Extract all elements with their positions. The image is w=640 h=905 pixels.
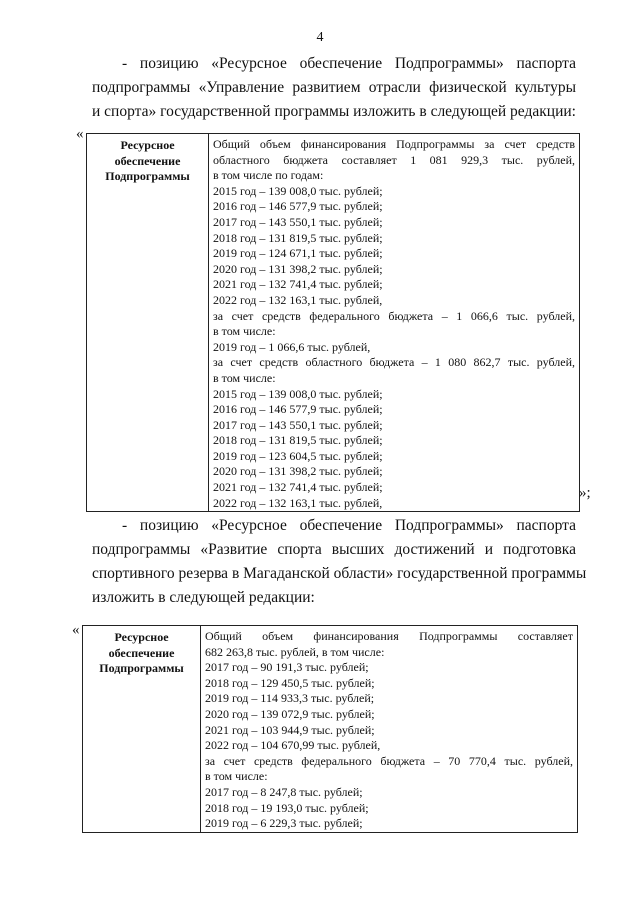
content-line: 2017 год – 143 550,1 тыс. рублей; bbox=[213, 214, 383, 229]
content-line: 2021 год – 103 944,9 тыс. рублей; bbox=[205, 722, 375, 737]
label-line: Ресурсное bbox=[114, 630, 169, 644]
content-line: 2020 год – 139 072,9 тыс. рублей; bbox=[205, 706, 375, 721]
content-line: 2017 год – 143 550,1 тыс. рублей; bbox=[213, 417, 383, 432]
page-number: 4 bbox=[316, 30, 324, 45]
open-quote: « bbox=[72, 622, 80, 638]
label-line: Подпрограммы bbox=[99, 661, 184, 676]
intro-line: спортивного резерва в Магаданской области» государственной программы bbox=[92, 565, 587, 582]
content-line: Общий объем финансирования Подпрограммы составляет bbox=[205, 629, 573, 643]
content-line: 2019 год – 124 671,1 тыс. рублей; bbox=[213, 246, 383, 261]
content-line: в том числе: bbox=[213, 324, 276, 339]
content-line: 2015 год – 139 008,0 тыс. рублей; bbox=[213, 386, 383, 401]
content-line: Общий объем финансирования Подпрограммы за счет средств bbox=[213, 137, 575, 151]
resource-table-1 bbox=[86, 133, 580, 512]
content-line: за счет средств федерального бюджета – 70 770,4 тыс. рублей, bbox=[205, 753, 573, 768]
content-line: 2015 год – 139 008,0 тыс. рублей; bbox=[213, 183, 383, 198]
label-line: обеспечение bbox=[114, 153, 181, 168]
intro-line: подпрограммы «Развитие спорта высших достижений и подготовка bbox=[92, 541, 576, 558]
content-line: в том числе по годам: bbox=[213, 168, 324, 183]
content-line: 2018 год – 19 193,0 тыс. рублей; bbox=[205, 800, 369, 815]
resource-table-2 bbox=[82, 625, 578, 833]
content-line: 2019 год – 123 604,5 тыс. рублей; bbox=[213, 448, 383, 463]
content-line: 2017 год – 8 247,8 тыс. рублей; bbox=[205, 784, 363, 799]
content-line: 2021 год – 132 741,4 тыс. рублей; bbox=[213, 480, 383, 495]
content-line: в том числе: bbox=[205, 769, 268, 784]
content-line: 2022 год – 132 163,1 тыс. рублей, bbox=[213, 292, 383, 307]
intro-line: изложить в следующей редакции: bbox=[92, 589, 315, 606]
content-line: 2018 год – 129 450,5 тыс. рублей; bbox=[205, 675, 375, 690]
content-line: 2019 год – 6 229,3 тыс. рублей; bbox=[205, 816, 363, 831]
resource-content-cell bbox=[201, 626, 578, 833]
content-line: 2020 год – 131 398,2 тыс. рублей; bbox=[213, 261, 383, 276]
content-line: в том числе: bbox=[213, 370, 276, 385]
label-line: обеспечение bbox=[108, 645, 175, 660]
close-quote: »; bbox=[579, 485, 591, 501]
intro-line: - позицию «Ресурсное обеспечение Подпрограммы» паспорта bbox=[122, 517, 576, 534]
section2-intro bbox=[92, 514, 587, 610]
content-line: 2019 год – 114 933,3 тыс. рублей; bbox=[205, 691, 375, 706]
resource-label-cell bbox=[83, 626, 201, 833]
content-line: 2018 год – 131 819,5 тыс. рублей; bbox=[213, 230, 383, 245]
content-line: 2022 год – 132 163,1 тыс. рублей, bbox=[213, 495, 383, 510]
content-line: 2020 год – 131 398,2 тыс. рублей; bbox=[213, 464, 383, 479]
label-line: Ресурсное bbox=[120, 138, 175, 152]
content-line: 2017 год – 90 191,3 тыс. рублей; bbox=[205, 660, 369, 675]
label-line: Подпрограммы bbox=[105, 169, 190, 184]
content-line: областного бюджета составляет 1 081 929,3 тыс. рублей, bbox=[213, 152, 575, 167]
intro-line: - позицию «Ресурсное обеспечение Подпрограммы» паспорта bbox=[122, 55, 576, 72]
intro-line: подпрограммы «Управление развитием отрасли физической культуры bbox=[92, 79, 576, 96]
intro-line: и спорта» государственной программы изложить в следующей редакции: bbox=[92, 103, 576, 120]
section1-intro bbox=[92, 52, 576, 124]
content-line: 2019 год – 1 066,6 тыс. рублей, bbox=[213, 339, 371, 354]
content-line: 2016 год – 146 577,9 тыс. рублей; bbox=[213, 402, 383, 417]
content-line: 2022 год – 104 670,99 тыс. рублей, bbox=[205, 738, 381, 753]
resource-label-cell bbox=[87, 134, 209, 512]
open-quote: « bbox=[76, 126, 84, 142]
content-line: за счет средств федерального бюджета – 1 066,6 тыс. рублей, bbox=[213, 308, 575, 323]
content-line: 682 263,8 тыс. рублей, в том числе: bbox=[205, 644, 385, 659]
content-line: за счет средств областного бюджета – 1 080 862,7 тыс. рублей, bbox=[213, 355, 575, 370]
content-line: 2018 год – 131 819,5 тыс. рублей; bbox=[213, 433, 383, 448]
resource-content-cell bbox=[209, 134, 580, 512]
content-line: 2021 год – 132 741,4 тыс. рублей; bbox=[213, 277, 383, 292]
content-line: 2016 год – 146 577,9 тыс. рублей; bbox=[213, 199, 383, 214]
